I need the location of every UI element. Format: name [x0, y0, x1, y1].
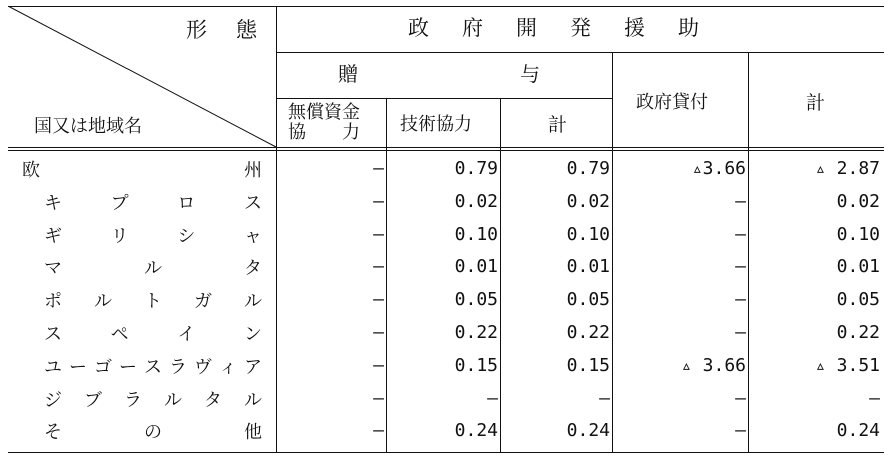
- row-name-char: リ: [110, 226, 129, 247]
- row-name: [44, 254, 262, 280]
- col-header-technical: 技術協力: [400, 114, 472, 135]
- header-bottom-border-double: [8, 150, 884, 151]
- cell-total: 0.22: [836, 322, 880, 343]
- cell-loans: ▵ 3.66: [680, 355, 746, 376]
- row-name-char: ペ: [110, 324, 129, 345]
- cell-grant-aid: —: [373, 256, 384, 277]
- row-name-char: ス: [243, 193, 262, 214]
- cell-grant-aid: —: [373, 420, 384, 441]
- row-name-char: ス: [144, 357, 162, 378]
- row-name-char: ャ: [243, 226, 262, 247]
- row-name: [44, 320, 262, 346]
- row-name-char: ル: [144, 258, 162, 279]
- cell-technical: 0.10: [454, 224, 498, 245]
- cell-total: 0.02: [836, 191, 880, 212]
- cell-loans: —: [735, 191, 746, 212]
- cell-grant-total: 0.02: [566, 191, 610, 212]
- row-name: [44, 353, 262, 379]
- cell-total: —: [869, 388, 880, 409]
- oda-title-underline: [276, 52, 884, 53]
- form-label: 形 態: [186, 18, 261, 42]
- row-name-char: イ: [177, 324, 196, 345]
- cell-grant-aid: —: [373, 289, 384, 310]
- cell-grant-aid: —: [373, 191, 384, 212]
- row-name-char: ゴ: [94, 357, 112, 378]
- col-header-grant-aid-line1: 無償資金: [288, 102, 360, 123]
- cell-total: 0.05: [836, 289, 880, 310]
- row-name-char: ア: [244, 357, 262, 378]
- row-name-char: ル: [244, 291, 262, 312]
- row-name-char: ユ: [44, 357, 62, 378]
- row-name-char: ジ: [44, 390, 62, 411]
- cell-loans: ▵3.66: [691, 158, 746, 179]
- row-name-char: ラ: [169, 357, 187, 378]
- row-name: [44, 418, 262, 444]
- row-name-char: キ: [44, 193, 62, 214]
- cell-total: ▵ 2.87: [814, 158, 880, 179]
- row-name-char: ル: [244, 390, 262, 411]
- row-name-char: ト: [144, 291, 162, 312]
- row-name-char: ィ: [219, 357, 237, 378]
- cell-grant-total: 0.15: [566, 355, 610, 376]
- cell-technical: —: [487, 388, 498, 409]
- row-name-char: ー: [69, 357, 87, 378]
- col-header-loans: 政府貸付: [636, 92, 708, 113]
- cell-technical: 0.15: [454, 355, 498, 376]
- cell-total: 0.24: [836, 420, 880, 441]
- cell-technical: 0.01: [454, 256, 498, 277]
- cell-grant-total: 0.24: [566, 420, 610, 441]
- cell-total: 0.01: [836, 256, 880, 277]
- oda-title: 政 府 開 発 援 助: [408, 16, 705, 40]
- row-name-char: ル: [164, 390, 182, 411]
- row-name-char: ガ: [194, 291, 212, 312]
- col-header-grant-aid-line2: 協 力: [288, 122, 360, 143]
- cell-loans: —: [735, 289, 746, 310]
- row-name-char: ポ: [44, 291, 62, 312]
- row-name: [44, 189, 262, 215]
- row-name: [22, 156, 262, 182]
- cell-grant-total: 0.22: [566, 322, 610, 343]
- cell-technical: 0.05: [454, 289, 498, 310]
- cell-loans: —: [735, 256, 746, 277]
- col-divider-total: [748, 52, 749, 452]
- cell-technical: 0.02: [454, 191, 498, 212]
- cell-grant-total: 0.79: [566, 158, 610, 179]
- col-divider-loans: [612, 52, 613, 452]
- cell-grant-total: —: [599, 388, 610, 409]
- category-label: 国又は地域名: [34, 116, 142, 137]
- row-name-char: 州: [244, 160, 262, 181]
- cell-technical: 0.22: [454, 322, 498, 343]
- cell-grant-aid: —: [373, 388, 384, 409]
- cell-technical: 0.79: [454, 158, 498, 179]
- cell-grant-aid: —: [373, 158, 384, 179]
- row-name-char: タ: [244, 258, 262, 279]
- row-name-char: そ: [44, 422, 62, 443]
- row-name-char: ン: [243, 324, 262, 345]
- cell-loans: —: [735, 420, 746, 441]
- cell-grant-aid: —: [373, 322, 384, 343]
- row-name-char: ヴ: [194, 357, 212, 378]
- row-name-char: シ: [177, 226, 196, 247]
- row-name-char: ス: [44, 324, 62, 345]
- cell-grant-aid: —: [373, 224, 384, 245]
- row-name-char: 欧: [22, 160, 40, 181]
- grant-group-underline: [276, 98, 612, 99]
- row-name: [44, 222, 262, 248]
- row-name-char: ー: [119, 357, 137, 378]
- col-header-grant-total: 計: [548, 114, 568, 136]
- cell-loans: —: [735, 224, 746, 245]
- row-name-char: タ: [204, 390, 222, 411]
- grant-group-left: 贈: [338, 62, 358, 86]
- table-bottom-border: [8, 452, 884, 453]
- row-name-char: ロ: [177, 193, 196, 214]
- row-name-char: ブ: [84, 390, 102, 411]
- row-name-char: ラ: [124, 390, 142, 411]
- row-name: [44, 287, 262, 313]
- cell-grant-total: 0.05: [566, 289, 610, 310]
- cell-loans: —: [735, 388, 746, 409]
- col-divider-technical: [386, 98, 387, 452]
- row-name-char: ル: [94, 291, 112, 312]
- cell-loans: —: [735, 322, 746, 343]
- grant-group-right: 与: [520, 62, 540, 86]
- row-name-char: 他: [244, 422, 262, 443]
- row-name-char: マ: [44, 258, 62, 279]
- cell-total: ▵ 3.51: [814, 355, 880, 376]
- cell-grant-total: 0.10: [566, 224, 610, 245]
- row-name-char: プ: [110, 193, 129, 214]
- cell-technical: 0.24: [454, 420, 498, 441]
- col-header-total: 計: [806, 92, 826, 114]
- cell-grant-aid: —: [373, 355, 384, 376]
- cell-grant-total: 0.01: [566, 256, 610, 277]
- row-name-char: ギ: [44, 226, 62, 247]
- row-name: [44, 386, 262, 412]
- row-name-char: の: [144, 422, 162, 443]
- cell-total: 0.10: [836, 224, 880, 245]
